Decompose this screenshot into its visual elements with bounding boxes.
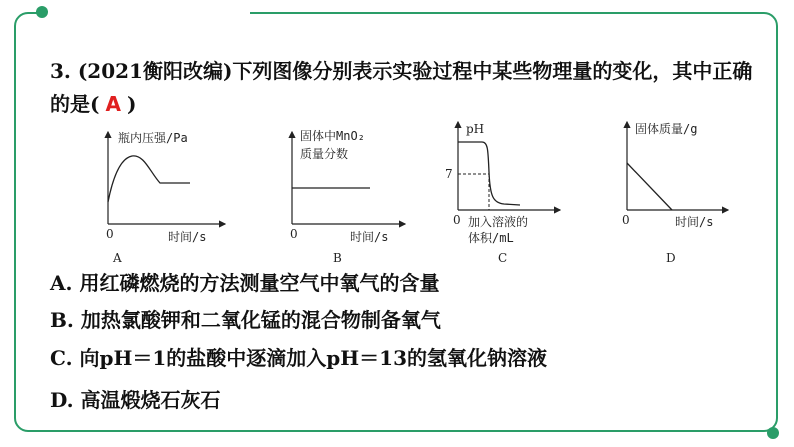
graph-b-xlabel: 时间/s	[350, 230, 389, 244]
graph-a-origin: 0	[106, 227, 114, 241]
graph-a-xlabel: 时间/s	[168, 230, 207, 244]
graph-a	[106, 130, 225, 265]
question-suffix: )	[126, 92, 137, 116]
graph-b	[290, 128, 405, 265]
graph-c-ylabel: pH	[466, 122, 485, 136]
graph-b-ylabel-1: 固体中MnO₂	[300, 129, 365, 143]
graph-d	[622, 121, 728, 265]
graph-c-origin: 0	[453, 213, 461, 227]
graph-d-origin: 0	[622, 213, 630, 227]
graph-c-xlabel-1: 加入溶液的	[468, 215, 529, 229]
graph-b-ylabel-2: 质量分数	[300, 147, 349, 161]
graph-d-line	[627, 163, 672, 210]
graph-d-ylabel: 固体质量/g	[635, 122, 698, 136]
graph-b-origin: 0	[290, 227, 298, 241]
option-a: A. 用红磷燃烧的方法测量空气中氧气的含量	[50, 271, 440, 295]
graph-c	[445, 122, 560, 265]
graph-a-ylabel: 瓶内压强/Pa	[118, 131, 188, 145]
question-prefix: 3. (2021衡阳改编)下列图像分别表示实验过程中某些物理量的变化，其中正确的是(	[50, 59, 753, 116]
graph-c-xlabel-2: 体积/mL	[468, 231, 514, 245]
graph-a-letter: A	[113, 251, 122, 265]
graph-c-tick-7: 7	[445, 167, 453, 181]
answer-mark: A	[105, 92, 121, 116]
option-c: C. 向pH＝1的盐酸中逐滴加入pH＝13的氢氧化钠溶液	[50, 346, 548, 370]
option-d: D. 高温煅烧石灰石	[50, 388, 221, 412]
graph-d-letter: D	[666, 251, 676, 265]
graph-b-letter: B	[333, 251, 342, 265]
option-b: B. 加热氯酸钾和二氧化锰的混合物制备氧气	[50, 308, 441, 332]
graph-c-letter: C	[498, 251, 508, 265]
graph-d-xlabel: 时间/s	[675, 215, 714, 229]
graph-a-curve	[108, 156, 190, 202]
